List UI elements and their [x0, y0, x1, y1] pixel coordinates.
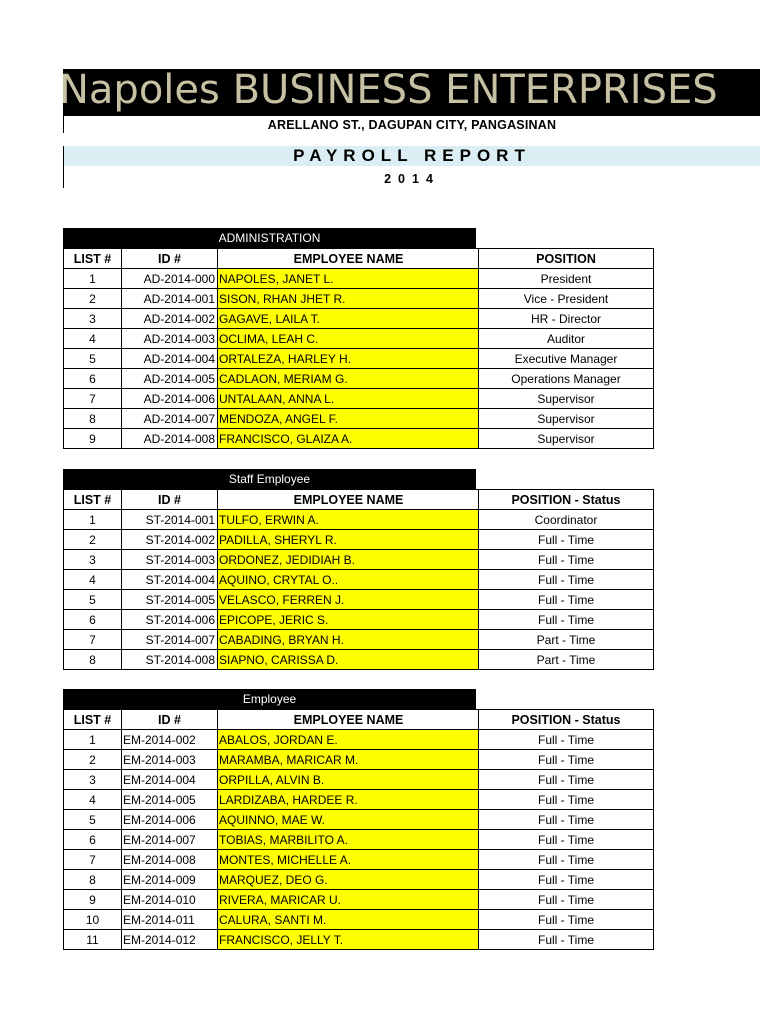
cell-position: Operations Manager: [479, 369, 654, 389]
cell-position: Part - Time: [479, 650, 654, 670]
cell-position: Full - Time: [479, 550, 654, 570]
cell-list-number: 11: [64, 930, 122, 950]
cell-list-number: 2: [64, 289, 122, 309]
cell-employee-id: ST-2014-003: [122, 550, 218, 570]
cell-position: Full - Time: [479, 530, 654, 550]
table-row: [64, 409, 654, 429]
cell-employee-id: AD-2014-007: [122, 409, 218, 429]
cell-list-number: 2: [64, 750, 122, 770]
cell-employee-id: EM-2014-007: [122, 830, 218, 850]
cell-list-number: 7: [64, 389, 122, 409]
table-header-row: [64, 490, 654, 510]
cell-list-number: 9: [64, 890, 122, 910]
cell-employee-id: EM-2014-004: [122, 770, 218, 790]
table-row: [64, 910, 654, 930]
cell-list-number: 3: [64, 550, 122, 570]
cell-employee-name: MARAMBA, MARICAR M.: [218, 750, 479, 770]
section-header: [63, 469, 476, 489]
company-name: Napoles BUSINESS ENTERPRISES: [59, 67, 718, 113]
cell-employee-id: AD-2014-005: [122, 369, 218, 389]
cell-position: HR - Director: [479, 309, 654, 329]
cell-employee-name: MARQUEZ, DEO G.: [218, 870, 479, 890]
cell-employee-id: ST-2014-007: [122, 630, 218, 650]
column-header-position-status: POSITION - Status: [479, 710, 654, 730]
cell-employee-name: SIAPNO, CARISSA D.: [218, 650, 479, 670]
cell-employee-name: LARDIZABA, HARDEE R.: [218, 790, 479, 810]
column-header-name: EMPLOYEE NAME: [218, 249, 479, 269]
cell-position: Full - Time: [479, 850, 654, 870]
cell-employee-name: PADILLA, SHERYL R.: [218, 530, 479, 550]
cell-employee-name: ABALOS, JORDAN E.: [218, 730, 479, 750]
section-title: ADMINISTRATION: [218, 231, 321, 245]
table-row: [64, 329, 654, 349]
cell-list-number: 6: [64, 830, 122, 850]
report-title-band: [64, 146, 760, 166]
table-row: [64, 349, 654, 369]
table-row: [64, 870, 654, 890]
cell-employee-name: OCLIMA, LEAH C.: [218, 329, 479, 349]
cell-employee-name: ORDONEZ, JEDIDIAH B.: [218, 550, 479, 570]
cell-employee-id: AD-2014-001: [122, 289, 218, 309]
cell-list-number: 6: [64, 610, 122, 630]
table-row: [64, 510, 654, 530]
cell-position: Supervisor: [479, 389, 654, 409]
cell-employee-name: ORTALEZA, HARLEY H.: [218, 349, 479, 369]
table-row: [64, 429, 654, 449]
column-header-name: EMPLOYEE NAME: [218, 490, 479, 510]
cell-employee-id: ST-2014-001: [122, 510, 218, 530]
cell-employee-name: VELASCO, FERREN J.: [218, 590, 479, 610]
administration-section: [63, 228, 654, 449]
cell-employee-id: ST-2014-008: [122, 650, 218, 670]
cell-employee-name: AQUINNO, MAE W.: [218, 810, 479, 830]
table-row: [64, 750, 654, 770]
cell-employee-name: UNTALAAN, ANNA L.: [218, 389, 479, 409]
cell-position: Full - Time: [479, 610, 654, 630]
cell-list-number: 1: [64, 269, 122, 289]
cell-employee-name: CADLAON, MERIAM G.: [218, 369, 479, 389]
cell-employee-id: ST-2014-006: [122, 610, 218, 630]
cell-position: Supervisor: [479, 409, 654, 429]
cell-position: President: [479, 269, 654, 289]
cell-employee-id: EM-2014-005: [122, 790, 218, 810]
cell-employee-id: AD-2014-000: [122, 269, 218, 289]
cell-position: Full - Time: [479, 730, 654, 750]
report-year: 2014: [384, 172, 440, 186]
cell-position: Full - Time: [479, 870, 654, 890]
employee-table: [63, 709, 654, 950]
cell-employee-name: CALURA, SANTI M.: [218, 910, 479, 930]
cell-list-number: 2: [64, 530, 122, 550]
cell-list-number: 4: [64, 790, 122, 810]
cell-position: Part - Time: [479, 630, 654, 650]
cell-employee-name: MENDOZA, ANGEL F.: [218, 409, 479, 429]
cell-list-number: 8: [64, 650, 122, 670]
cell-list-number: 10: [64, 910, 122, 930]
cell-position: Full - Time: [479, 790, 654, 810]
cell-employee-id: EM-2014-009: [122, 870, 218, 890]
table-row: [64, 630, 654, 650]
cell-employee-name: CABADING, BRYAN H.: [218, 630, 479, 650]
cell-list-number: 4: [64, 570, 122, 590]
table-header-row: [64, 249, 654, 269]
cell-list-number: 3: [64, 770, 122, 790]
cell-position: Supervisor: [479, 429, 654, 449]
table-row: [64, 389, 654, 409]
cell-employee-id: ST-2014-004: [122, 570, 218, 590]
table-row: [64, 369, 654, 389]
table-row: [64, 890, 654, 910]
cell-employee-name: TULFO, ERWIN A.: [218, 510, 479, 530]
cell-employee-id: EM-2014-010: [122, 890, 218, 910]
cell-employee-name: TOBIAS, MARBILITO A.: [218, 830, 479, 850]
cell-list-number: 5: [64, 590, 122, 610]
section-title: Staff Employee: [228, 472, 311, 486]
cell-position: Full - Time: [479, 770, 654, 790]
cell-employee-id: EM-2014-006: [122, 810, 218, 830]
cell-employee-id: AD-2014-002: [122, 309, 218, 329]
cell-employee-name: AQUINO, CRYTAL O..: [218, 570, 479, 590]
cell-position: Coordinator: [479, 510, 654, 530]
cell-position: Vice - President: [479, 289, 654, 309]
table-row: [64, 570, 654, 590]
company-address: ARELLANO ST., DAGUPAN CITY, PANGASINAN: [267, 118, 557, 132]
table-row: [64, 309, 654, 329]
table-row: [64, 790, 654, 810]
cell-position: Full - Time: [479, 570, 654, 590]
column-header-id: ID #: [122, 710, 218, 730]
cell-employee-id: EM-2014-012: [122, 930, 218, 950]
table-row: [64, 550, 654, 570]
table-row: [64, 289, 654, 309]
cell-employee-name: RIVERA, MARICAR U.: [218, 890, 479, 910]
table-row: [64, 930, 654, 950]
cell-employee-name: SISON, RHAN JHET R.: [218, 289, 479, 309]
cell-employee-id: EM-2014-003: [122, 750, 218, 770]
cell-employee-name: FRANCISCO, GLAIZA A.: [218, 429, 479, 449]
cell-position: Auditor: [479, 329, 654, 349]
column-header-position: POSITION: [479, 249, 654, 269]
section-title: Employee: [242, 692, 297, 706]
column-header-list: LIST #: [64, 490, 122, 510]
cell-employee-name: NAPOLES, JANET L.: [218, 269, 479, 289]
table-row: [64, 530, 654, 550]
table-row: [64, 269, 654, 289]
cell-list-number: 5: [64, 810, 122, 830]
cell-employee-id: EM-2014-002: [122, 730, 218, 750]
cell-employee-id: EM-2014-008: [122, 850, 218, 870]
column-header-list: LIST #: [64, 710, 122, 730]
cell-employee-name: GAGAVE, LAILA T.: [218, 309, 479, 329]
cell-employee-id: AD-2014-004: [122, 349, 218, 369]
cell-list-number: 4: [64, 329, 122, 349]
cell-position: Full - Time: [479, 910, 654, 930]
cell-position: Executive Manager: [479, 349, 654, 369]
column-header-id: ID #: [122, 490, 218, 510]
administration-table: [63, 248, 654, 449]
cell-list-number: 5: [64, 349, 122, 369]
table-header-row: [64, 710, 654, 730]
cell-list-number: 3: [64, 309, 122, 329]
cell-list-number: 9: [64, 429, 122, 449]
cell-employee-id: ST-2014-002: [122, 530, 218, 550]
cell-list-number: 8: [64, 870, 122, 890]
cell-employee-id: AD-2014-006: [122, 389, 218, 409]
column-header-name: EMPLOYEE NAME: [218, 710, 479, 730]
cell-list-number: 6: [64, 369, 122, 389]
cell-employee-id: EM-2014-011: [122, 910, 218, 930]
cell-position: Full - Time: [479, 830, 654, 850]
section-header: [63, 689, 476, 709]
cell-position: Full - Time: [479, 810, 654, 830]
table-row: [64, 810, 654, 830]
cell-list-number: 8: [64, 409, 122, 429]
section-header: [63, 228, 476, 248]
cell-position: Full - Time: [479, 590, 654, 610]
cell-list-number: 1: [64, 510, 122, 530]
table-row: [64, 650, 654, 670]
cell-employee-name: EPICOPE, JERIC S.: [218, 610, 479, 630]
cell-position: Full - Time: [479, 890, 654, 910]
cell-position: Full - Time: [479, 930, 654, 950]
table-row: [64, 730, 654, 750]
staff-employee-section: [63, 469, 654, 670]
report-title: PAYROLL REPORT: [293, 146, 531, 165]
staff-employee-table: [63, 489, 654, 670]
cell-list-number: 1: [64, 730, 122, 750]
cell-employee-name: FRANCISCO, JELLY T.: [218, 930, 479, 950]
cell-position: Full - Time: [479, 750, 654, 770]
cell-employee-name: ORPILLA, ALVIN B.: [218, 770, 479, 790]
employee-section: [63, 689, 654, 950]
table-row: [64, 590, 654, 610]
cell-employee-id: AD-2014-003: [122, 329, 218, 349]
table-row: [64, 830, 654, 850]
column-header-list: LIST #: [64, 249, 122, 269]
column-header-id: ID #: [122, 249, 218, 269]
table-row: [64, 610, 654, 630]
cell-employee-id: ST-2014-005: [122, 590, 218, 610]
table-row: [64, 770, 654, 790]
cell-employee-id: AD-2014-008: [122, 429, 218, 449]
cell-list-number: 7: [64, 850, 122, 870]
cell-list-number: 7: [64, 630, 122, 650]
company-banner: [59, 67, 760, 116]
cell-employee-name: MONTES, MICHELLE A.: [218, 850, 479, 870]
column-header-position-status: POSITION - Status: [479, 490, 654, 510]
table-row: [64, 850, 654, 870]
